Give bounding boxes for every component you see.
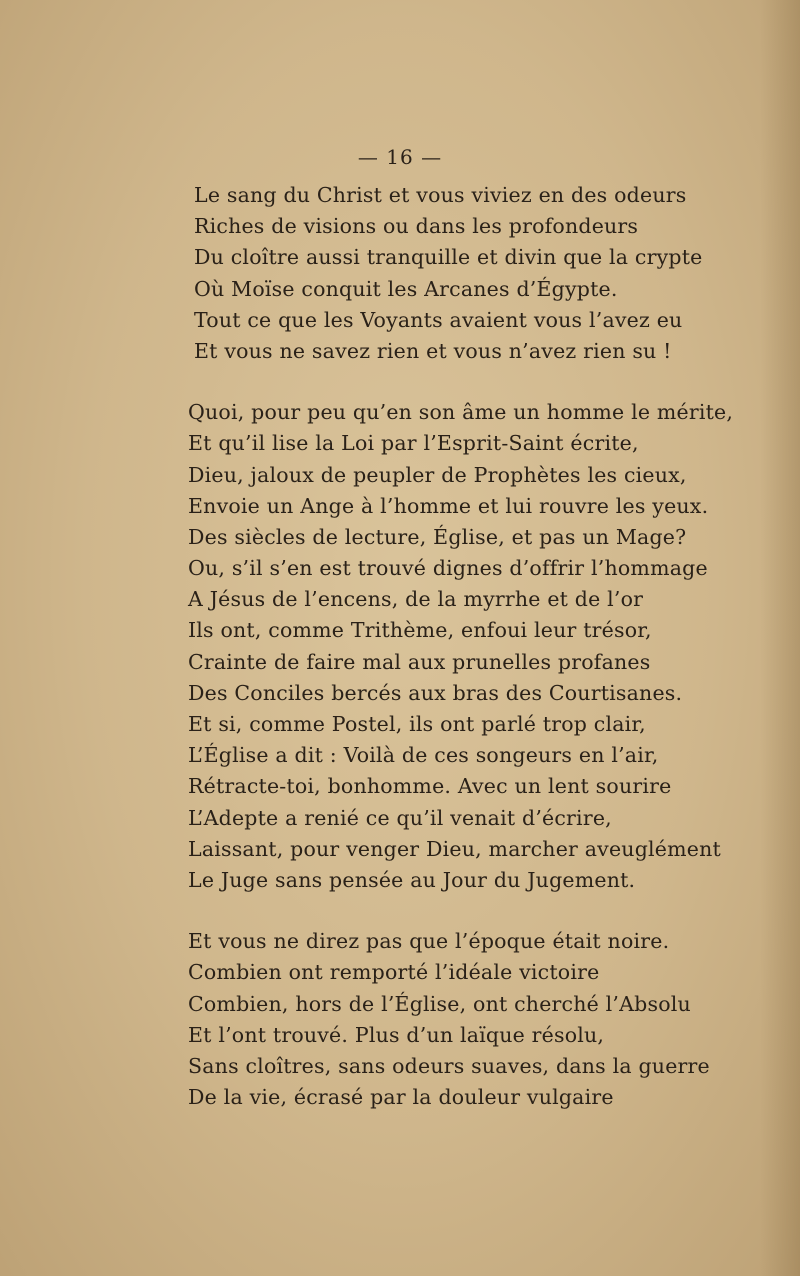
poem-line: Où Moïse conquit les Arcanes d’Égypte. — [194, 276, 618, 301]
poem-line: Laissant, pour venger Dieu, marcher aveuglément — [188, 836, 721, 861]
poem-line: Dieu, jaloux de peupler de Prophètes les cieux, — [188, 462, 687, 487]
stanza-1 — [188, 180, 788, 367]
poem-line: Quoi, pour peu qu’en son âme un homme le mérite, — [188, 400, 734, 425]
stanza-3 — [188, 926, 788, 1113]
poem-line: Sans cloîtres, sans odeurs suaves, dans la guerre — [188, 1053, 710, 1078]
poem-line: Le Juge sans pensée au Jour du Jugement. — [188, 867, 636, 892]
page-edge-shadow — [760, 0, 800, 1276]
poem-line: L’Église a dit : Voilà de ces songeurs en l’air, — [188, 743, 659, 768]
poem-line: Riches de visions ou dans les profondeurs — [194, 214, 639, 239]
poem-line: L’Adepte a renié ce qu’il venait d’écrire, — [188, 805, 612, 830]
poem-line: De la vie, écrasé par la douleur vulgaire — [188, 1085, 614, 1110]
poem-line: Et vous ne direz pas que l’époque était noire. — [188, 929, 670, 954]
page-number: — 16 — — [357, 145, 443, 169]
poem-text — [188, 180, 788, 1113]
poem-line: Rétracte-toi, bonhomme. Avec un lent sourire — [188, 774, 672, 799]
poem-line: Et vous ne savez rien et vous n’avez rien su ! — [194, 338, 672, 363]
poem-line: Du cloître aussi tranquille et divin que la crypte — [194, 245, 703, 270]
poem-line: Ils ont, comme Trithème, enfoui leur trésor, — [188, 618, 652, 643]
stanza-2 — [188, 397, 788, 896]
poem-line: Crainte de faire mal aux prunelles profanes — [188, 649, 651, 674]
poem-line: Envoie un Ange à l’homme et lui rouvre les yeux. — [188, 493, 709, 518]
poem-line: Combien ont remporté l’idéale victoire — [188, 960, 600, 985]
poem-line: Et l’ont trouvé. Plus d’un laïque résolu, — [188, 1022, 605, 1047]
poem-line: Des siècles de lecture, Église, et pas un Mage? — [188, 524, 687, 549]
poem-line: Et si, comme Postel, ils ont parlé trop clair, — [188, 712, 646, 736]
poem-line: A Jésus de l’encens, de la myrrhe et de l’or — [188, 587, 644, 612]
poem-line: Et qu’il lise la Loi par l’Esprit-Saint écrite, — [188, 431, 639, 456]
poem-line: Le sang du Christ et vous viviez en des odeurs — [194, 183, 687, 207]
poem-line: Ou, s’il s’en est trouvé dignes d’offrir l’hommage — [188, 556, 708, 581]
poem-line: Combien, hors de l’Église, ont cherché l’Absolu — [188, 991, 691, 1016]
poem-line: Tout ce que les Voyants avaient vous l’avez eu — [194, 307, 683, 332]
poem-line: Des Conciles bercés aux bras des Courtisanes. — [188, 680, 683, 705]
